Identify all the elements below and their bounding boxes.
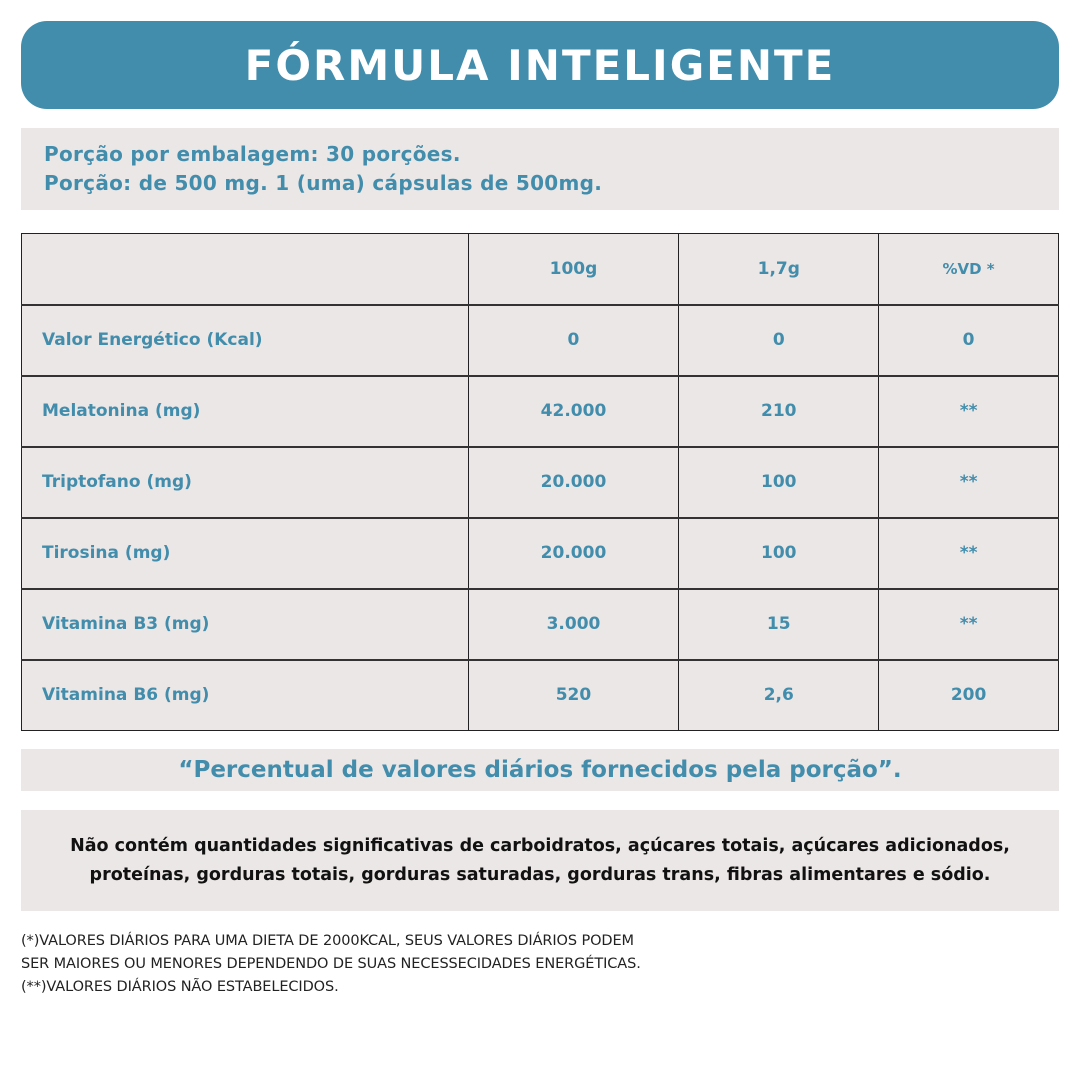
column-header-nutrient [22, 234, 469, 305]
nutrient-name: Vitamina B3 (mg) [22, 589, 469, 660]
column-header-vd: %VD * [879, 234, 1059, 305]
nutrient-name: Tirosina (mg) [22, 518, 469, 589]
portions-per-package: Porção por embalagem: 30 porções. [44, 142, 461, 166]
nutrient-name: Triptofano (mg) [22, 447, 469, 518]
value-100g: 20.000 [468, 447, 679, 518]
legal-footnotes [21, 930, 981, 999]
footnote-single-asterisk-cont: SER MAIORES OU MENORES DEPENDENDO DE SUAS NECESSECIDADES ENERGÉTICAS. [21, 956, 641, 972]
not-contains-notice: Não contém quantidades significativas de carboidratos, açúcares totais, açúcares adicionados, proteínas, gorduras totais, gorduras saturadas, gorduras trans, fibras alimentares e sódio. [21, 810, 1059, 911]
nutrient-name: Melatonina (mg) [22, 376, 469, 447]
column-header-100g: 100g [468, 234, 679, 305]
value-vd: ** [879, 589, 1059, 660]
column-header-portion: 1,7g [679, 234, 879, 305]
table-row [22, 447, 1059, 518]
value-vd: ** [879, 447, 1059, 518]
value-100g: 20.000 [468, 518, 679, 589]
value-portion: 100 [679, 518, 879, 589]
value-vd: 0 [879, 305, 1059, 376]
table-row [22, 660, 1059, 731]
value-100g: 3.000 [468, 589, 679, 660]
value-vd: ** [879, 376, 1059, 447]
table-header-row [22, 234, 1059, 305]
table-row [22, 376, 1059, 447]
serving-size: Porção: de 500 mg. 1 (uma) cápsulas de 500mg. [44, 171, 603, 195]
nutrition-table [21, 233, 1059, 731]
value-100g: 42.000 [468, 376, 679, 447]
value-100g: 0 [468, 305, 679, 376]
footnote-double-asterisk: (**)VALORES DIÁRIOS NÃO ESTABELECIDOS. [21, 979, 339, 995]
value-portion: 0 [679, 305, 879, 376]
title-banner [21, 21, 1059, 109]
value-portion: 15 [679, 589, 879, 660]
footnote-single-asterisk: (*)VALORES DIÁRIOS PARA UMA DIETA DE 2000KCAL, SEUS VALORES DIÁRIOS PODEM [21, 933, 634, 949]
value-vd: ** [879, 518, 1059, 589]
value-vd: 200 [879, 660, 1059, 731]
table-row [22, 518, 1059, 589]
value-100g: 520 [468, 660, 679, 731]
daily-value-note: “Percentual de valores diários fornecidos pela porção”. [21, 749, 1059, 791]
table-row [22, 305, 1059, 376]
nutrient-name: Valor Energético (Kcal) [22, 305, 469, 376]
value-portion: 210 [679, 376, 879, 447]
nutrient-name: Vitamina B6 (mg) [22, 660, 469, 731]
value-portion: 2,6 [679, 660, 879, 731]
portion-info [21, 128, 1059, 210]
value-portion: 100 [679, 447, 879, 518]
table-row [22, 589, 1059, 660]
page-title: FÓRMULA INTELIGENTE [244, 40, 836, 90]
